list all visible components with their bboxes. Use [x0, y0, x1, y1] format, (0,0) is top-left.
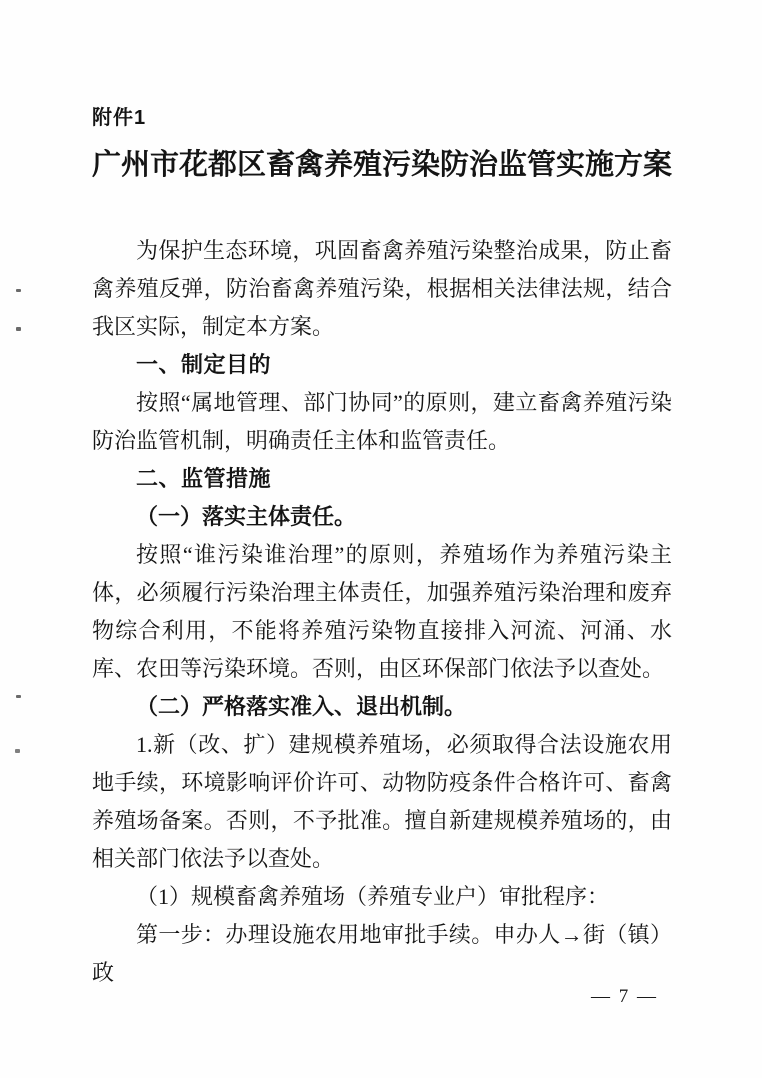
paragraph: （二）严格落实准入、退出机制。 [136, 694, 467, 719]
paragraph: 按照“属地管理、部门协同”的原则，建立畜禽养殖污染防治监管机制，明确责任主体和监管责任。 [92, 390, 672, 453]
paragraph: 一、制定目的 [136, 352, 272, 377]
paragraph: （1）规模畜禽养殖场（养殖专业户）审批程序： [136, 884, 610, 909]
paragraph: 第一步：办理设施农用地审批手续。申办人→街（镇）政 [92, 922, 672, 985]
attachment-label: 附件1 [92, 107, 147, 129]
page-number: — 7 — [591, 986, 658, 1007]
document-title: 广州市花都区畜禽养殖污染防治监管实施方案 [92, 149, 673, 181]
document-body [92, 232, 672, 992]
document-content [92, 0, 672, 992]
paragraph: 1.新（改、扩）建规模养殖场，必须取得合法设施农用地手续，环境影响评价许可、动物防疫条件合格许可、畜禽养殖场备案。否则，不予批准。擅自新建规模养殖场的，由相关部门依法予以查处。 [92, 732, 672, 871]
paragraph: 二、监管措施 [136, 466, 272, 491]
scan-speck [16, 327, 21, 331]
scan-speck [15, 749, 20, 753]
paragraph: （一）落实主体责任。 [136, 504, 357, 529]
scan-speck [16, 289, 21, 292]
paragraph: 为保护生态环境，巩固畜禽养殖污染整治成果，防止畜禽养殖反弹，防治畜禽养殖污染，根据相关法律法规，结合我区实际，制定本方案。 [92, 238, 672, 339]
paragraph: 按照“谁污染谁治理”的原则，养殖场作为养殖污染主体，必须履行污染治理主体责任，加强养殖污染治理和废弃物综合利用，不能将养殖污染物直接排入河流、河涌、水库、农田等污染环境。否则，由区环保部门依法予以查处。 [92, 542, 672, 681]
scan-speck [16, 695, 21, 698]
